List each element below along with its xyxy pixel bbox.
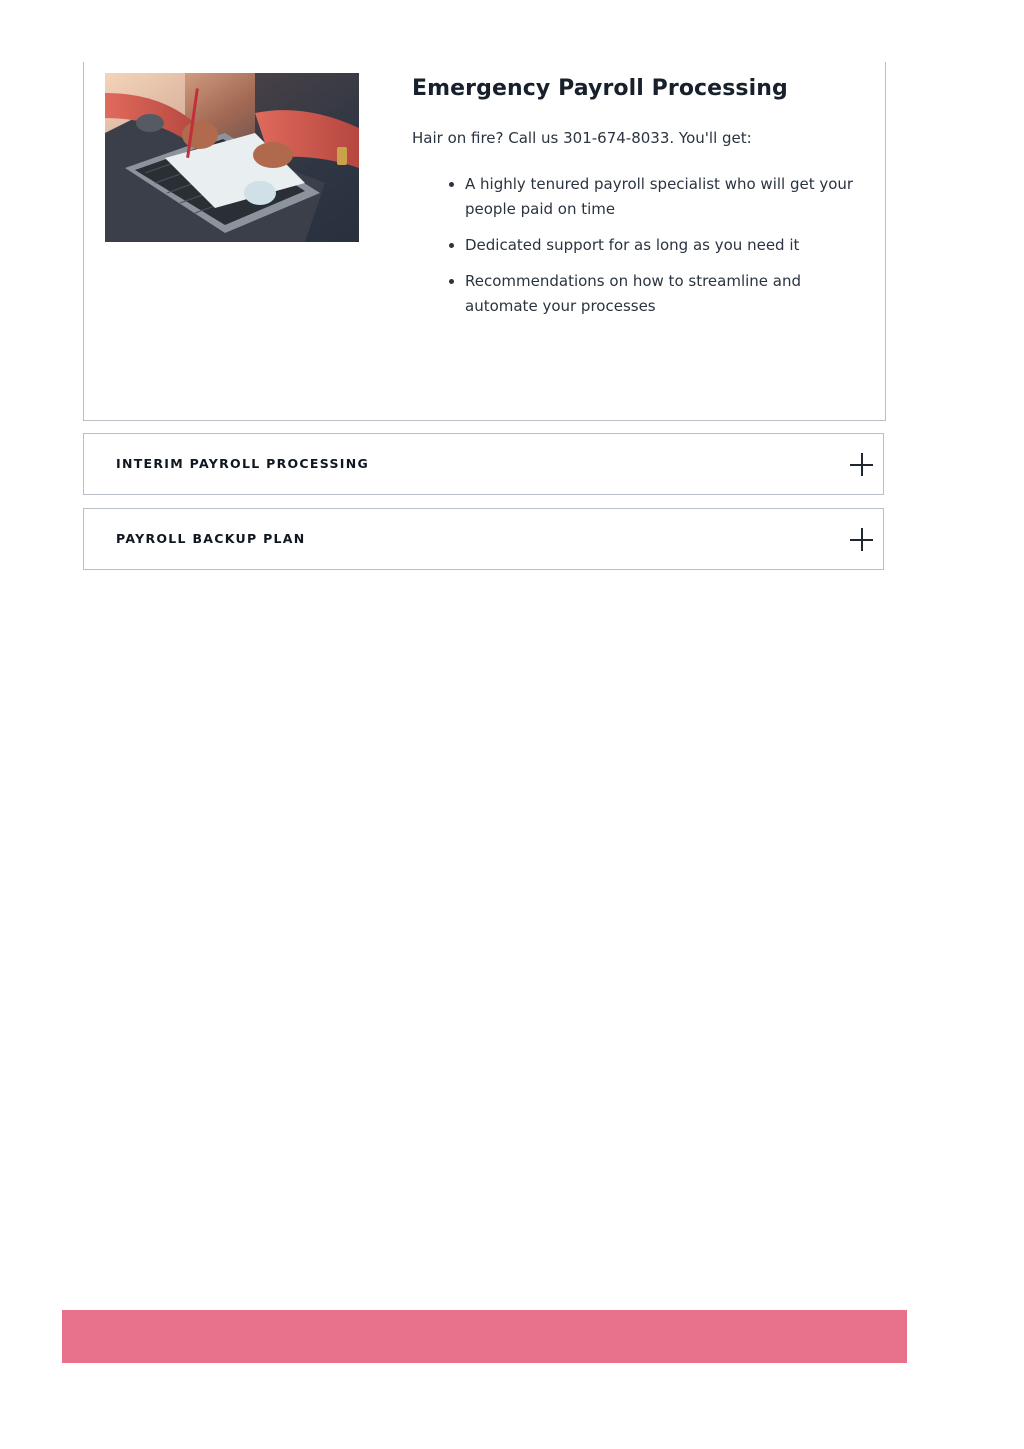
footer-band	[62, 1310, 907, 1363]
benefit-list	[412, 172, 862, 319]
payroll-photo	[105, 73, 359, 242]
plus-icon[interactable]	[850, 453, 873, 476]
panel-intro: Hair on fire? Call us 301-674-8033. You'll get:	[412, 129, 752, 147]
accordion-item-payroll-backup[interactable]	[83, 508, 884, 570]
accordion-item-label: INTERIM PAYROLL PROCESSING	[116, 456, 370, 471]
benefit-item: • A highly tenured payroll specialist who will get your people paid on time	[465, 172, 862, 222]
accordion-item-label: PAYROLL BACKUP PLAN	[116, 531, 306, 546]
panel-title: Emergency Payroll Processing	[412, 76, 788, 101]
benefit-item: • Recommendations on how to streamline and automate your processes	[465, 269, 862, 319]
accordion-panel-emergency-payroll	[83, 62, 886, 421]
benefit-item: • Dedicated support for as long as you need it	[465, 233, 862, 258]
panel-content	[412, 74, 862, 330]
accordion-item-interim-payroll[interactable]	[83, 433, 884, 495]
plus-icon[interactable]	[850, 528, 873, 551]
